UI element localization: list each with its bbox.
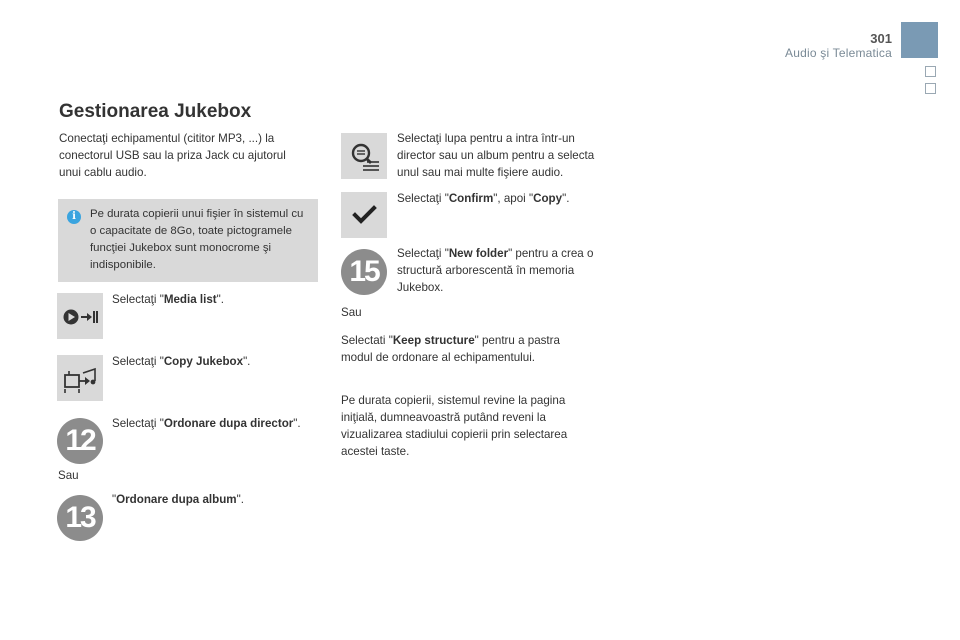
- copy-jukebox-tile: [57, 355, 103, 401]
- info-note: [58, 199, 318, 282]
- page-title: Gestionarea Jukebox: [59, 101, 252, 122]
- info-icon: i: [67, 210, 81, 224]
- step-number-12: 12: [57, 418, 103, 464]
- checkmark-icon: [341, 192, 387, 238]
- keep-structure-text: Selectati "Keep structure" pentru a pastra modul de ordonare al echipamentului.: [341, 334, 560, 364]
- sau-label-left: Sau: [58, 469, 79, 482]
- step-media-list: Selectaţi "Media list".: [112, 293, 224, 306]
- copy-jukebox-icon: [57, 355, 103, 401]
- closing-text: Pe durata copierii, sistemul revine la pagina iniţială, dumneavoastră putând reveni la vizualizarea stadiului copierii prin selectarea acestei taste.: [341, 394, 568, 458]
- step-new-folder: Selectaţi "New folder" pentru a crea o structură arborescentă în memoria Jukebox.: [397, 247, 594, 294]
- confirm-tile: [341, 192, 387, 238]
- media-list-icon: [57, 293, 103, 339]
- search-folder-tile: [341, 133, 387, 179]
- intro-text: Conectaţi echipamentul (cititor MP3, ...) la conectorul USB sau la priza Jack cu ajutorul unui cablu audio.: [59, 132, 286, 179]
- section-title: Audio şi Telematica: [785, 46, 892, 60]
- sau-label-right: Sau: [341, 306, 362, 319]
- tab-marker-top: [925, 66, 936, 77]
- step-sort-by-album: "Ordonare dupa album".: [112, 493, 244, 506]
- chapter-tab: [901, 22, 938, 58]
- step-number-15: 15: [341, 249, 387, 295]
- page-number: 301: [870, 31, 892, 46]
- search-folder-icon: [341, 133, 387, 179]
- note-text: Pe durata copierii unui fişier în sistemul cu o capacitate de 8Go, toate pictogramele funcţiei Jukebox sunt monocrome şi indisponibile.: [90, 208, 304, 271]
- step-number-13: 13: [57, 495, 103, 541]
- step-search-folder: Selectaţi lupa pentru a intra într-un director sau un album pentru a selecta unul sau mai multe fişiere audio.: [397, 132, 595, 179]
- step-sort-by-directory: Selectaţi "Ordonare dupa director".: [112, 417, 301, 430]
- tab-marker-bottom: [925, 83, 936, 94]
- step-copy-jukebox: Selectaţi "Copy Jukebox".: [112, 355, 251, 368]
- media-list-tile: [57, 293, 103, 339]
- step-confirm-copy: Selectaţi "Confirm", apoi "Copy".: [397, 192, 570, 205]
